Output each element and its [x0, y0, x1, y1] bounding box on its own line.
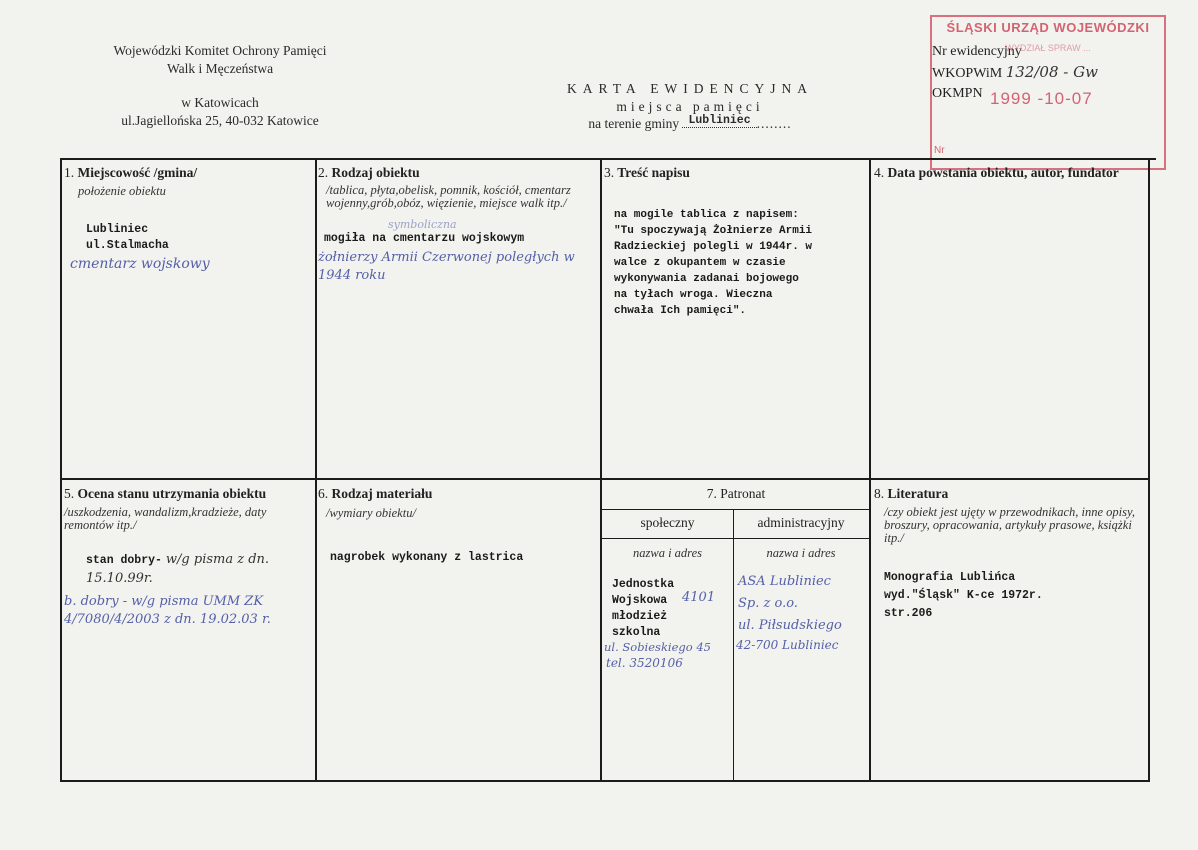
- cell-7-title: Patronat: [720, 486, 766, 501]
- cell-2-handwritten-symbolic: symboliczna: [388, 218, 457, 231]
- patronat-admin-line4: 42-700 Lubliniec: [736, 638, 839, 652]
- cell-4-header: [874, 165, 1144, 181]
- cell-5-title: Ocena stanu utrzymania obiektu: [77, 486, 267, 501]
- committee-name-line2: Walk i Męczeństwa: [166, 60, 274, 76]
- stamp-date: 1999 -10-07: [990, 89, 1093, 108]
- cell-4-number: 4.: [874, 165, 885, 180]
- committee-city: w Katowicach: [181, 95, 259, 111]
- cell-2-title: Rodzaj obiektu: [331, 165, 420, 180]
- patronat-admin-line3: ul. Piłsudskiego: [738, 618, 842, 633]
- cell-1-header: [64, 165, 312, 181]
- stamp-nr: Nr: [934, 145, 945, 156]
- cell-1-number: 1.: [64, 165, 75, 180]
- cell-rodzaj-materialu: [318, 486, 596, 566]
- table-col-divider-2: [600, 158, 602, 782]
- patronat-spoleczny-unit-number: 4101: [682, 590, 716, 605]
- wkopwim-label: WKOPWiM: [932, 66, 1003, 81]
- cell-5-condition: [86, 550, 314, 587]
- cell-5-typed-condition: stan dobry-: [86, 554, 162, 567]
- cell-data-powstania: [874, 165, 1144, 181]
- table-border-right: [1148, 158, 1150, 782]
- header-card-title: [520, 80, 860, 134]
- cell-2-header: [318, 165, 596, 181]
- table-border-top: [60, 158, 1156, 160]
- cell-2-handwritten-description: żołnierzy Armii Czerwonej poległych w 1944 roku: [318, 250, 575, 283]
- table-col-divider-1: [315, 158, 317, 782]
- cell-2-hint: /tablica, płyta,obelisk, pomnik, kościół, cmentarz wojenny,grób,obóz, więzienie, miejsce walk itp./: [326, 183, 571, 210]
- cell-8-header: [874, 486, 1146, 502]
- cell-3-number: 3.: [604, 165, 615, 180]
- cell-6-number: 6.: [318, 486, 329, 501]
- cell-8-title: Literatura: [887, 486, 949, 501]
- patronat-col-administracyjny-header: administracyjny: [757, 515, 845, 530]
- stamp-title: ŚLĄSKI URZĄD WOJEWÓDZKI: [946, 20, 1150, 35]
- cell-4-title: Data powstania obiektu, autor, fundator: [887, 165, 1119, 180]
- patronat-col1-hint: nazwa i adres: [633, 546, 702, 560]
- patronat-col2-hint: nazwa i adres: [766, 546, 836, 560]
- patronat-spoleczny-typed: Jednostka Wojskowa młodzież szkolna: [612, 578, 675, 639]
- card-subtitle: miejsca pamięci: [616, 98, 764, 114]
- nr-ewidencyjny-label: Nr ewidencyjny: [932, 44, 1022, 59]
- cell-2-number: 2.: [318, 165, 329, 180]
- card-title: KARTA EWIDENCYJNA: [567, 81, 813, 96]
- cell-miejscowosc: [64, 165, 312, 272]
- cell-5-hint: /uszkodzenia, wandalizm,kradzieże, daty remontów itp./: [64, 505, 267, 532]
- wkopwim-value: 132/08 - Gw: [1005, 63, 1098, 81]
- stamp-department: WYDZIAŁ SPRAW ...: [1005, 43, 1091, 53]
- cell-rodzaj-obiektu: [318, 165, 596, 285]
- cell-6-hint: /wymiary obiektu/: [326, 506, 416, 520]
- cell-1-location: Lubliniec ul.Stalmacha: [86, 223, 169, 252]
- committee-address: ul.Jagiellońska 25, 40-032 Katowice: [121, 112, 319, 128]
- gmina-line: na terenie gminy Lubliniec ........: [588, 114, 792, 132]
- cell-3-header: [604, 165, 868, 181]
- gmina-label: na terenie gminy: [588, 116, 680, 132]
- cell-5-handwritten-condition-1: w/g pisma z dn. 15.10.99r.: [86, 552, 270, 586]
- cell-2-object-type: mogiła na cmentarzu wojskowym: [324, 232, 525, 245]
- table-col-divider-3: [869, 158, 871, 782]
- committee-name-line1: Wojewódzki Komitet Ochrony Pamięci: [113, 43, 327, 58]
- cell-literatura: [874, 486, 1146, 623]
- cell-7-header: [604, 486, 868, 502]
- cell-tresc-napisu: [604, 165, 868, 319]
- patronat-col-spoleczny-header: społeczny: [640, 515, 695, 530]
- cell-5-number: 5.: [64, 486, 75, 501]
- patronat-spoleczny-street: ul. Sobieskiego 45: [604, 640, 711, 654]
- cell-7-number: 7.: [706, 486, 717, 501]
- patronat-rule-1: [600, 509, 870, 510]
- cell-1-title: Miejscowość /gmina/: [77, 165, 198, 180]
- cell-6-material: nagrobek wykonany z lastrica: [330, 551, 524, 564]
- table-divider-middle: [60, 478, 1150, 480]
- gmina-value: Lubliniec: [682, 114, 756, 128]
- cell-3-title: Treść napisu: [617, 165, 690, 180]
- patronat-admin-line2: Sp. z o.o.: [738, 596, 798, 611]
- patronat-rule-2: [600, 538, 870, 539]
- cell-1-hint: położenie obiektu: [78, 184, 166, 198]
- cell-6-header: [318, 486, 596, 502]
- patronat-spoleczny-phone: tel. 3520106: [606, 656, 683, 670]
- cell-ocena-stanu: [64, 486, 314, 629]
- cell-8-hint: /czy obiekt jest ujęty w przewodnikach, inne opisy, broszury, opracowania, artykuły prasowe, książki itp./: [884, 505, 1135, 545]
- cell-5-header: [64, 486, 314, 502]
- table-border-left: [60, 158, 62, 782]
- cell-1-handwritten-note: cmentarz wojskowy: [70, 256, 210, 272]
- header-committee: [60, 42, 380, 129]
- cell-8-literature: Monografia Lublińca wyd."Śląsk" K-ce 1972r. str.206: [884, 571, 1043, 620]
- cell-3-inscription: na mogile tablica z napisem: "Tu spoczywają Żołnierze Armii Radzieckiej polegli w 1944r. w walce z okupantem w czasie wykonywania zadanai bojowego na tyłach wroga. Wieczna chwała Ich pamięci".: [614, 209, 813, 317]
- cell-6-title: Rodzaj materiału: [331, 486, 433, 501]
- cell-5-handwritten-condition-2: b. dobry - w/g pisma UMM ZK 4/7080/4/2003 z dn. 19.02.03 r.: [64, 594, 271, 627]
- table-border-bottom: [60, 780, 1150, 782]
- receipt-stamp: [930, 15, 1166, 170]
- patronat-admin-line1: ASA Lubliniec: [738, 574, 831, 589]
- okmpn-label: OKMPN: [932, 86, 983, 101]
- cell-8-number: 8.: [874, 486, 885, 501]
